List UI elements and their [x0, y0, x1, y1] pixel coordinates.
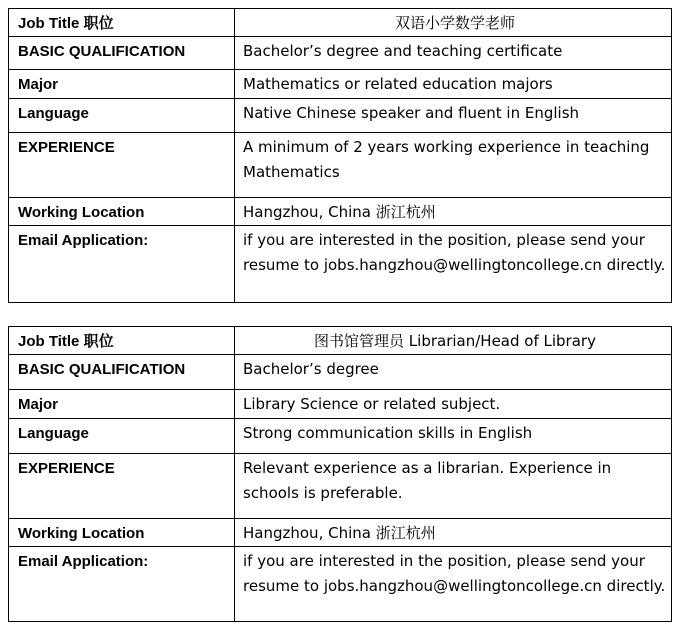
- table-row-major: [9, 70, 672, 99]
- job-title-label: Job Title 职位: [9, 9, 235, 37]
- job-table-librarian: [8, 326, 672, 622]
- row-label: BASIC QUALIFICATION: [9, 355, 235, 390]
- row-label: Email Application:: [9, 226, 235, 303]
- row-value: Relevant experience as a librarian. Experience in schools is preferable.: [235, 454, 672, 519]
- job-title-value: 双语小学数学老师: [235, 9, 672, 37]
- row-value: if you are interested in the position, please send your resume to jobs.hangzhou@wellingtoncollege.cn directly.: [235, 226, 672, 303]
- table-row-basic-qualification: [9, 355, 672, 390]
- row-value: Strong communication skills in English: [235, 419, 672, 454]
- row-label: EXPERIENCE: [9, 133, 235, 198]
- table-row-language: [9, 99, 672, 133]
- table-row-experience: [9, 454, 672, 519]
- table-row-email-application: [9, 547, 672, 622]
- job-title-label: Job Title 职位: [9, 327, 235, 355]
- row-label: Language: [9, 419, 235, 454]
- job-title-value: 图书馆管理员 Librarian/Head of Library: [235, 327, 672, 355]
- row-label: Email Application:: [9, 547, 235, 622]
- table-row-job-title: [9, 9, 672, 37]
- row-value: Library Science or related subject.: [235, 390, 672, 419]
- table-row-job-title: [9, 327, 672, 355]
- table-row-major: [9, 390, 672, 419]
- row-value: Native Chinese speaker and fluent in English: [235, 99, 672, 133]
- row-label: Working Location: [9, 198, 235, 226]
- row-value: Bachelor’s degree: [235, 355, 672, 390]
- row-value: Mathematics or related education majors: [235, 70, 672, 99]
- row-label: EXPERIENCE: [9, 454, 235, 519]
- job-table-math-teacher: [8, 8, 672, 303]
- table-row-basic-qualification: [9, 37, 672, 70]
- row-label: Working Location: [9, 519, 235, 547]
- row-value: Hangzhou, China 浙江杭州: [235, 198, 672, 226]
- table-row-language: [9, 419, 672, 454]
- table-row-experience: [9, 133, 672, 198]
- row-label: Language: [9, 99, 235, 133]
- table-row-working-location: [9, 519, 672, 547]
- row-value: A minimum of 2 years working experience in teaching Mathematics: [235, 133, 672, 198]
- row-label: Major: [9, 70, 235, 99]
- row-label: Major: [9, 390, 235, 419]
- table-row-working-location: [9, 198, 672, 226]
- row-value: Hangzhou, China 浙江杭州: [235, 519, 672, 547]
- row-value: if you are interested in the position, please send your resume to jobs.hangzhou@wellingtoncollege.cn directly.: [235, 547, 672, 622]
- table-row-email-application: [9, 226, 672, 303]
- row-label: BASIC QUALIFICATION: [9, 37, 235, 70]
- row-value: Bachelor’s degree and teaching certificate: [235, 37, 672, 70]
